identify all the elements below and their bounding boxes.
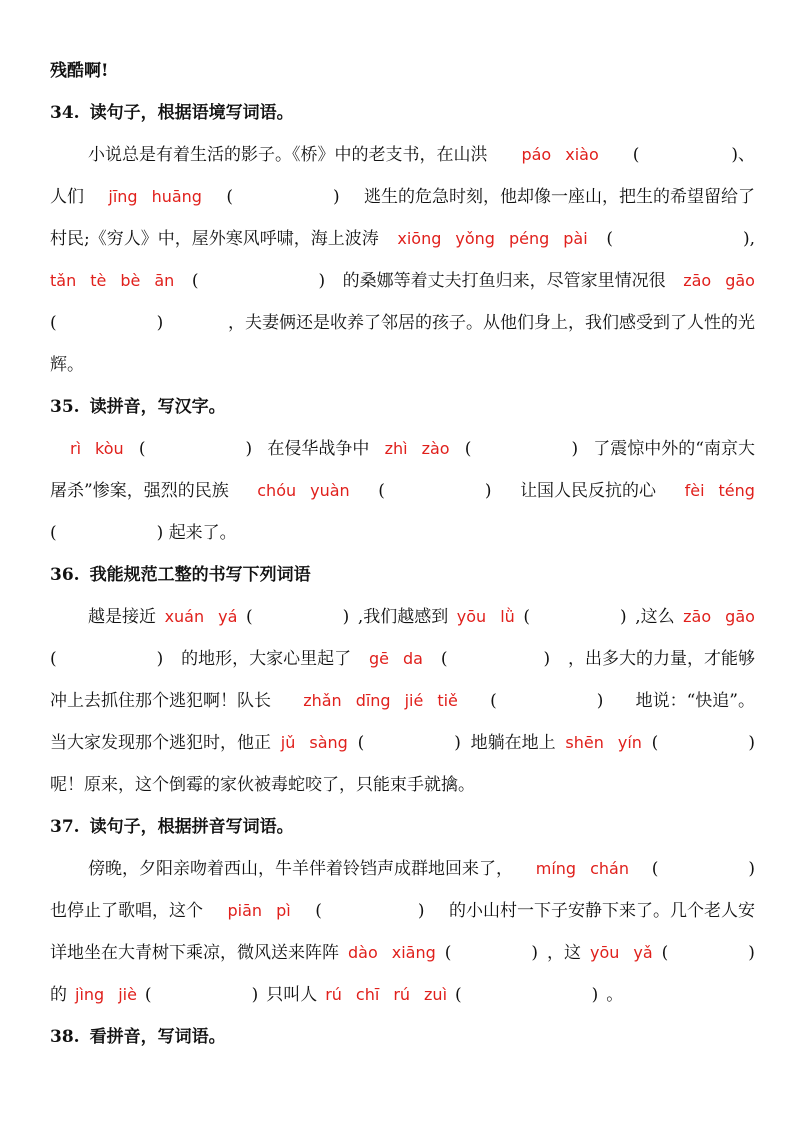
q36-text: 地说：“快追”。 (635, 691, 755, 711)
pinyin-zhi-zao: zhì zào (384, 439, 450, 458)
q35-text: 屠杀”惨案，强烈的民族 (50, 481, 229, 501)
q36-text: 冲上去抓住那个逃犯啊！队长 (50, 691, 271, 711)
q34-text: 村民;《穷人》中，屋外寒风呼啸，海上波涛 (50, 229, 379, 249)
q34-line-6 (50, 353, 755, 377)
q36-text: 呢！原来，这个倒霉的家伙被毒蛇咬了，只能束手就擒。 (50, 775, 475, 795)
answer-blank[interactable]: ( ) (444, 943, 539, 963)
q37-text: 的 (50, 985, 67, 1005)
answer-blank[interactable]: ( ) (661, 943, 755, 963)
q34-line-1 (88, 143, 755, 167)
q34-text: 逃生的危急时刻，他却像一座山，把生的希望留给了 (363, 187, 755, 207)
q37-line-3 (50, 941, 755, 965)
pinyin-ge-da: gē da (369, 649, 423, 668)
answer-blank[interactable]: ( ) (315, 901, 425, 921)
q34-text: 的桑娜等着丈夫打鱼归来，尽管家里情况很 (342, 271, 666, 291)
q37-text: 的小山村一下子安静下来了。几个老人安 (448, 901, 755, 921)
pinyin-zao-gao: zāo gāo (683, 607, 755, 626)
q37-text: ，这 (547, 943, 581, 963)
pinyin-pian-pi: piān pì (227, 901, 291, 920)
q37-text: 也停止了歌唱，这个 (50, 901, 203, 921)
answer-blank[interactable]: ( ) (651, 733, 755, 753)
q36-text: 当大家发现那个逃犯时，他正 (50, 733, 271, 753)
pinyin-you-lu: yōu lǜ (456, 607, 515, 626)
q34-line-2 (50, 185, 755, 209)
answer-blank[interactable]: ( ) (50, 313, 164, 333)
pinyin-tan-te: tǎn tè bè ān (50, 271, 175, 290)
answer-blank[interactable]: ( ) (245, 607, 350, 627)
answer-blank[interactable]: ( ) (191, 271, 326, 291)
pinyin-you-ya: yōu yǎ (589, 943, 653, 962)
q36-line-4 (50, 731, 755, 755)
q37-line-4 (50, 983, 755, 1007)
question-title: 看拼音，写词语。 (89, 1027, 226, 1047)
pinyin-ru-chi: rú chī rú zuì (325, 985, 448, 1004)
question-34-heading (50, 101, 755, 125)
pinyin-jing-huang: jīng huāng (108, 187, 202, 206)
answer-blank[interactable]: ( ) (50, 649, 164, 669)
q35-line-3 (50, 521, 755, 545)
q36-line-2 (50, 647, 755, 671)
q34-line-3 (50, 227, 755, 251)
pinyin-chou-yuan: chóu yuàn (257, 481, 350, 500)
q35-line-1 (70, 437, 755, 461)
pinyin-zao-gao: zāo gāo (683, 271, 755, 290)
pinyin-xiong-yong: xiōng yǒng péng pài (397, 229, 588, 248)
pinyin-dao-xiang: dào xiāng (347, 943, 436, 962)
answer-blank[interactable]: ( ) (651, 859, 755, 879)
question-number: 37. (50, 817, 80, 837)
pinyin-xuan-ya: xuán yá (164, 607, 238, 626)
pinyin-zhan-ding: zhǎn dīng jié tiě (303, 691, 458, 710)
q34-text: 人们 (50, 187, 84, 207)
question-title: 读拼音，写汉字。 (89, 397, 226, 417)
q35-text: 了震惊中外的“南京大 (593, 439, 755, 459)
q36-text: 的地形，大家心里起了 (181, 649, 352, 669)
q37-text: 。 (606, 985, 624, 1005)
question-number: 36. (50, 565, 80, 585)
q36-line-5 (50, 773, 755, 797)
q36-text: 地躺在地上 (470, 733, 556, 753)
answer-blank[interactable]: ( ) (357, 733, 461, 753)
q37-line-1 (88, 857, 755, 881)
pinyin-pao-xiao: páo xiào (521, 145, 599, 164)
answer-blank[interactable]: ( ) (50, 523, 164, 543)
answer-blank[interactable]: ( ) (138, 439, 253, 459)
question-35-heading (50, 395, 755, 419)
answer-blank[interactable]: ( )、 (632, 145, 755, 165)
q36-text: ,我们越感到 (357, 607, 449, 627)
pinyin-shen-yin: shēn yín (565, 733, 642, 752)
question-number: 35. (50, 397, 80, 417)
pinyin-jing-jie: jìng jiè (75, 985, 137, 1004)
answer-blank[interactable]: ( ) (455, 985, 599, 1005)
question-38-heading (50, 1025, 755, 1049)
q37-line-2 (50, 899, 755, 923)
question-title: 读句子，根据拼音写词语。 (89, 817, 294, 837)
answer-blank[interactable]: ( ) (440, 649, 551, 669)
q34-text: ，夫妻俩还是收养了邻居的孩子。从他们身上，我们感受到了人性的光 (228, 313, 755, 333)
answer-blank[interactable]: ( ) (378, 481, 492, 501)
pinyin-fei-teng: fèi téng (684, 481, 755, 500)
q36-text: 越是接近 (88, 607, 156, 627)
question-36-heading (50, 563, 755, 587)
pinyin-ming-chan: míng chán (535, 859, 629, 878)
q36-text: ,这么 (635, 607, 675, 627)
answer-blank[interactable]: ( ), (606, 229, 755, 249)
answer-blank[interactable]: ( ) (226, 187, 340, 207)
question-number: 34. (50, 103, 80, 123)
pinyin-ri-kou: rì kòu (70, 439, 124, 458)
q35-text: 在侵华战争中 (267, 439, 370, 459)
continuation-text: 残酷啊! (50, 61, 109, 81)
q35-text: 起来了。 (168, 523, 237, 543)
q37-text: 详地坐在大青树下乘凉，微风送来阵阵 (50, 943, 339, 963)
question-number: 38. (50, 1027, 80, 1047)
q36-line-3 (50, 689, 755, 713)
question-title: 我能规范工整的书写下列词语 (89, 565, 311, 585)
pinyin-ju-sang: jǔ sàng (280, 733, 348, 752)
q36-line-1 (88, 605, 755, 629)
q35-text: 让国人民反抗的心 (520, 481, 657, 501)
question-37-heading (50, 815, 755, 839)
q34-line-4 (50, 269, 755, 293)
q34-text: 辉。 (50, 355, 84, 375)
question-title: 读句子，根据语境写词语。 (89, 103, 294, 123)
answer-blank[interactable]: ( ) (144, 985, 259, 1005)
q36-text: ，出多大的力量，才能够 (567, 649, 755, 669)
q34-line-5 (50, 311, 755, 335)
answer-blank[interactable]: ( ) (464, 439, 579, 459)
answer-blank[interactable]: ( ) (490, 691, 604, 711)
answer-blank[interactable]: ( ) (523, 607, 627, 627)
q34-text: 小说总是有着生活的影子。《桥》中的老支书，在山洪 (88, 145, 488, 165)
q37-text: 傍晚，夕阳亲吻着西山，牛羊伴着铃铛声成群地回来了， (88, 859, 513, 879)
q35-line-2 (50, 479, 755, 503)
q37-text: 只叫人 (266, 985, 318, 1005)
